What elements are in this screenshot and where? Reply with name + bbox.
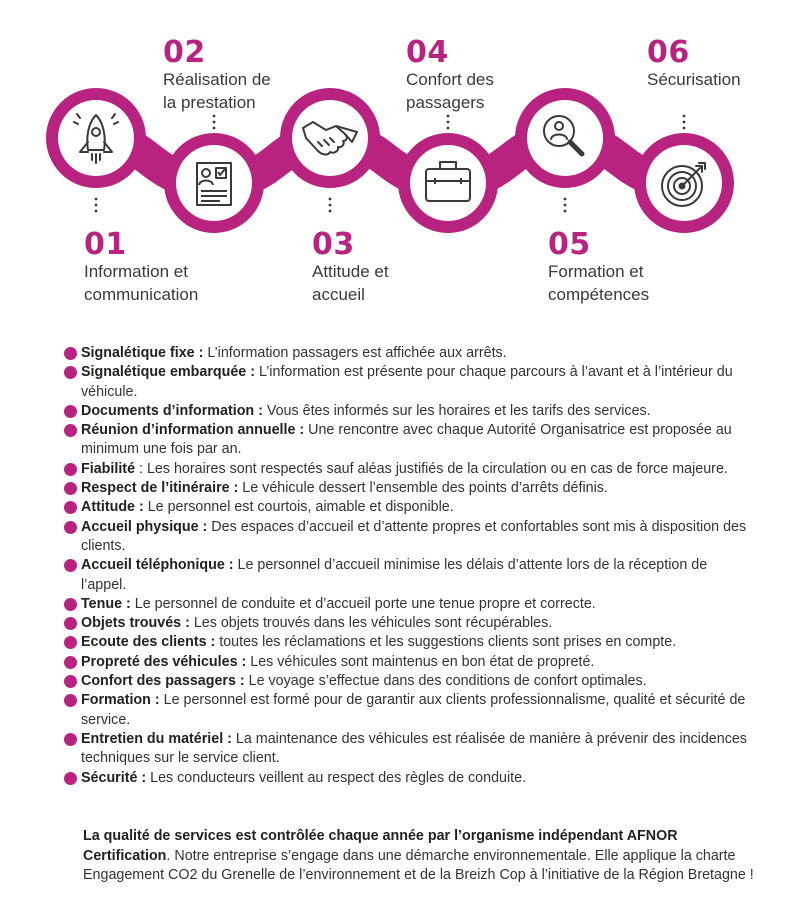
list-item bbox=[64, 556, 754, 595]
item-text: Vous êtes informés sur les horaires et les tarifs des services. bbox=[262, 402, 651, 419]
connector-04 bbox=[447, 115, 450, 130]
step-circle-05 bbox=[515, 88, 615, 188]
step-label-05: Formation et compétences bbox=[548, 262, 650, 304]
step-circle-02 bbox=[164, 133, 264, 233]
item-text: Le personnel est courtois, aimable et disponible. bbox=[143, 499, 454, 516]
item-text: Les objets trouvés dans les véhicules sont récupérables. bbox=[189, 615, 553, 632]
list-item bbox=[64, 518, 754, 557]
connector-01 bbox=[95, 198, 98, 213]
list-item bbox=[64, 344, 754, 363]
item-text: Une rencontre avec chaque Autorité Organisatrice est proposée au minimum une fois par an. bbox=[81, 422, 732, 458]
connector-05 bbox=[564, 198, 567, 213]
item-term: Formation : bbox=[81, 692, 160, 709]
item-text: Le personnel d’accueil minimise les délais d’attente lors de la réception de l’appel. bbox=[81, 557, 708, 593]
list-item bbox=[64, 769, 754, 788]
item-term: Documents d’information : bbox=[81, 402, 263, 419]
bullet-dot bbox=[64, 521, 77, 534]
item-term: Signalétique embarquée : bbox=[81, 364, 255, 381]
list-item bbox=[64, 653, 754, 672]
bullet-dot bbox=[64, 772, 77, 785]
step-label-01: Information et communication bbox=[84, 262, 199, 304]
item-text: La maintenance des véhicules est réalisée de manière à prévenir des incidences techniques sur le service client. bbox=[81, 730, 747, 767]
step-circle-04 bbox=[398, 133, 498, 233]
connector-02 bbox=[213, 115, 216, 130]
step-number-04: 04 bbox=[406, 35, 449, 70]
item-term: Objets trouvés : bbox=[81, 615, 190, 632]
item-term: Ecoute des clients : bbox=[81, 634, 216, 651]
item-text: Les véhicules sont maintenus en bon état de propreté. bbox=[246, 653, 595, 670]
item-term: Accueil physique : bbox=[81, 518, 208, 535]
list-item bbox=[64, 479, 754, 498]
item-text: L’information est présente pour chaque parcours à l’avant et à l’intérieur du véhicule. bbox=[81, 364, 733, 400]
bullet-dot bbox=[64, 598, 77, 611]
item-text: Des espaces d’accueil et d’attente propres et confortables sont mis à disposition des clients. bbox=[81, 518, 747, 554]
step-number-02: 02 bbox=[163, 35, 206, 70]
bullet-dot bbox=[64, 424, 77, 437]
step-circle-01 bbox=[46, 88, 146, 188]
step-label-03: Attitude et accueil bbox=[312, 262, 389, 304]
item-term: Réunion d’information annuelle : bbox=[81, 422, 305, 439]
item-term: Respect de l’itinéraire : bbox=[81, 480, 239, 497]
quality-commitments-list bbox=[64, 344, 754, 788]
bullet-dot bbox=[64, 501, 77, 514]
bullet-dot bbox=[64, 482, 77, 495]
footer-text: . Notre entreprise s’engage dans une démarche environnementale. Elle applique la charte Engagement CO2 du Grenelle de l’environnement et de la Breizh Cop à l’initiative de la Région Bretagne ! bbox=[83, 847, 754, 883]
bullet-dot bbox=[64, 463, 77, 476]
item-term: Propreté des véhicules : bbox=[81, 653, 247, 670]
step-number-03: 03 bbox=[312, 227, 355, 262]
list-item bbox=[64, 614, 754, 633]
item-term: Signalétique fixe : bbox=[81, 345, 204, 361]
item-text: toutes les réclamations et les suggestions clients sont prises en compte. bbox=[215, 634, 677, 651]
bullet-dot bbox=[64, 559, 77, 572]
list-item bbox=[64, 460, 754, 479]
item-text: L’information passagers est affichée aux arrêts. bbox=[203, 345, 507, 361]
bullet-dot bbox=[64, 694, 77, 707]
bullet-dot bbox=[64, 636, 77, 649]
bullet-dot bbox=[64, 675, 77, 688]
list-item bbox=[64, 402, 754, 421]
connector-03 bbox=[329, 198, 332, 213]
list-item bbox=[64, 498, 754, 517]
connector-06 bbox=[683, 115, 686, 130]
list-item bbox=[64, 595, 754, 614]
step-label-04: Confort des passagers bbox=[406, 70, 494, 112]
item-text: Les conducteurs veillent au respect des règles de conduite. bbox=[146, 769, 527, 786]
bullet-dot bbox=[64, 405, 77, 418]
step-number-01: 01 bbox=[84, 227, 127, 262]
item-term: Attitude : bbox=[81, 499, 144, 516]
item-term: Tenue : bbox=[81, 595, 131, 612]
item-text: Le personnel de conduite et d’accueil porte une tenue propre et correcte. bbox=[130, 595, 596, 612]
list-item bbox=[64, 672, 754, 691]
bullet-dot bbox=[64, 733, 77, 746]
item-term: Fiabilité bbox=[81, 460, 136, 477]
item-text: : Les horaires sont respectés sauf aléas justifiés de la circulation ou en cas de force majeure. bbox=[135, 460, 728, 477]
list-item bbox=[64, 633, 754, 652]
step-number-05: 05 bbox=[548, 227, 591, 262]
list-item bbox=[64, 421, 754, 460]
item-text: Le personnel est formé pour de garantir aux clients professionnalisme, qualité et sécurité de service. bbox=[81, 692, 746, 728]
item-term: Accueil téléphonique : bbox=[81, 557, 234, 574]
bullet-dot bbox=[64, 617, 77, 630]
step-label-06: Sécurisation bbox=[647, 70, 741, 89]
bullet-dot bbox=[64, 347, 77, 360]
footer-strong-text: La qualité de services est contrôlée chaque année par l’organisme indépendant AFNOR Certification bbox=[83, 828, 678, 864]
bullet-dot bbox=[64, 656, 77, 669]
item-term: Sécurité : bbox=[81, 769, 147, 786]
step-number-06: 06 bbox=[647, 35, 690, 70]
item-term: Confort des passagers : bbox=[81, 673, 245, 690]
item-text: Le voyage s’effectue dans des conditions de confort optimales. bbox=[244, 673, 647, 690]
footer-paragraph bbox=[83, 827, 763, 886]
bullet-dot bbox=[64, 366, 77, 379]
list-item bbox=[64, 691, 754, 730]
list-item bbox=[64, 730, 754, 769]
item-term: Entretien du matériel : bbox=[81, 730, 232, 747]
list-item bbox=[64, 363, 754, 402]
step-label-02: Réalisation de la prestation bbox=[163, 70, 271, 112]
item-text: Le véhicule dessert l’ensemble des points d’arrêts définis. bbox=[238, 480, 608, 497]
